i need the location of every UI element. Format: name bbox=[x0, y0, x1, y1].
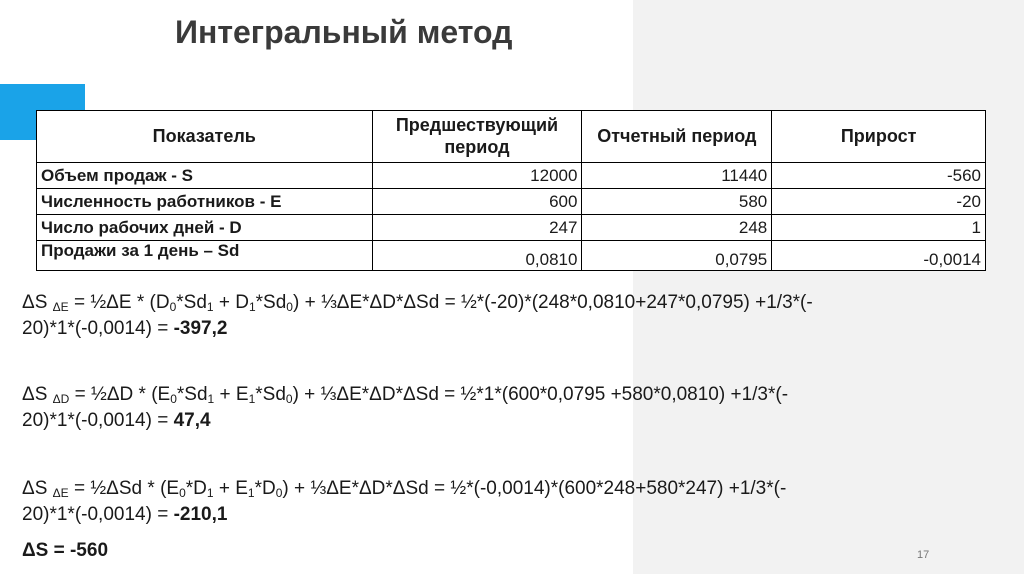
formula-delta-e: ΔS $_{\Delta E}$ = ½ΔE * $(D_0*Sd_1 + D_1*Sd_0)$ + ⅓ΔE*ΔD*ΔSd = ½*(-20)*(248*0,0810+247*0,0795) +1/3*(- 20)*1*(-0,0014) = -397,2 bbox=[22, 292, 813, 339]
table-cell: Продажи за 1 день – Sd bbox=[37, 241, 373, 271]
table-cell: 247 bbox=[372, 215, 582, 241]
slide-title: Интегральный метод bbox=[175, 14, 513, 50]
table-header-cell: Предшествующий период bbox=[372, 111, 582, 163]
formula-delta-sd: ΔS $_{\Delta E}$ = ½ΔSd * $(E_0*D_1 + E_1*D_0)$ + ⅓ΔE*ΔD*ΔSd = ½*(-0,0014)*(600*248+580*247) +1/3*(- 20)*1*(-0,0014) = -210,1 bbox=[22, 478, 787, 525]
table-cell: 600 bbox=[372, 189, 582, 215]
table-row bbox=[37, 215, 986, 241]
table-cell: -20 bbox=[772, 189, 986, 215]
formula-result: -397,2 bbox=[173, 318, 228, 339]
page-number: 17 bbox=[917, 549, 930, 561]
table-cell: 580 bbox=[582, 189, 772, 215]
formula-result: 47,4 bbox=[173, 410, 211, 431]
indicator-table bbox=[36, 110, 986, 271]
table-cell: 11440 bbox=[582, 163, 772, 189]
table-row bbox=[37, 163, 986, 189]
table-header-cell: Прирост bbox=[772, 111, 986, 163]
table-row bbox=[37, 241, 986, 271]
formula-delta-d: ΔS $_{\Delta D}$ = ½ΔD * $(E_0*Sd_1 + E_1*Sd_0)$ + ⅓ΔE*ΔD*ΔSd = ½*1*(600*0,0795 +580*0,0810) +1/3*(- 20)*1*(-0,0014) = 47,4 bbox=[22, 384, 789, 431]
table-cell: Численность работников - E bbox=[37, 189, 373, 215]
table-cell: -0,0014 bbox=[772, 241, 986, 271]
table-cell: 248 bbox=[582, 215, 772, 241]
table-row bbox=[37, 189, 986, 215]
table-cell: 0,0810 bbox=[372, 241, 582, 271]
table-cell: -560 bbox=[772, 163, 986, 189]
table-header-cell: Показатель bbox=[37, 111, 373, 163]
formula-result: -210,1 bbox=[173, 504, 228, 525]
table-cell: 12000 bbox=[372, 163, 582, 189]
table-header-cell: Отчетный период bbox=[582, 111, 772, 163]
table-cell: 1 bbox=[772, 215, 986, 241]
table-header-row bbox=[37, 111, 986, 163]
table-cell: 0,0795 bbox=[582, 241, 772, 271]
table-cell: Число рабочих дней - D bbox=[37, 215, 373, 241]
total-result: ΔS = -560 bbox=[22, 540, 109, 561]
table-cell: Объем продаж - S bbox=[37, 163, 373, 189]
